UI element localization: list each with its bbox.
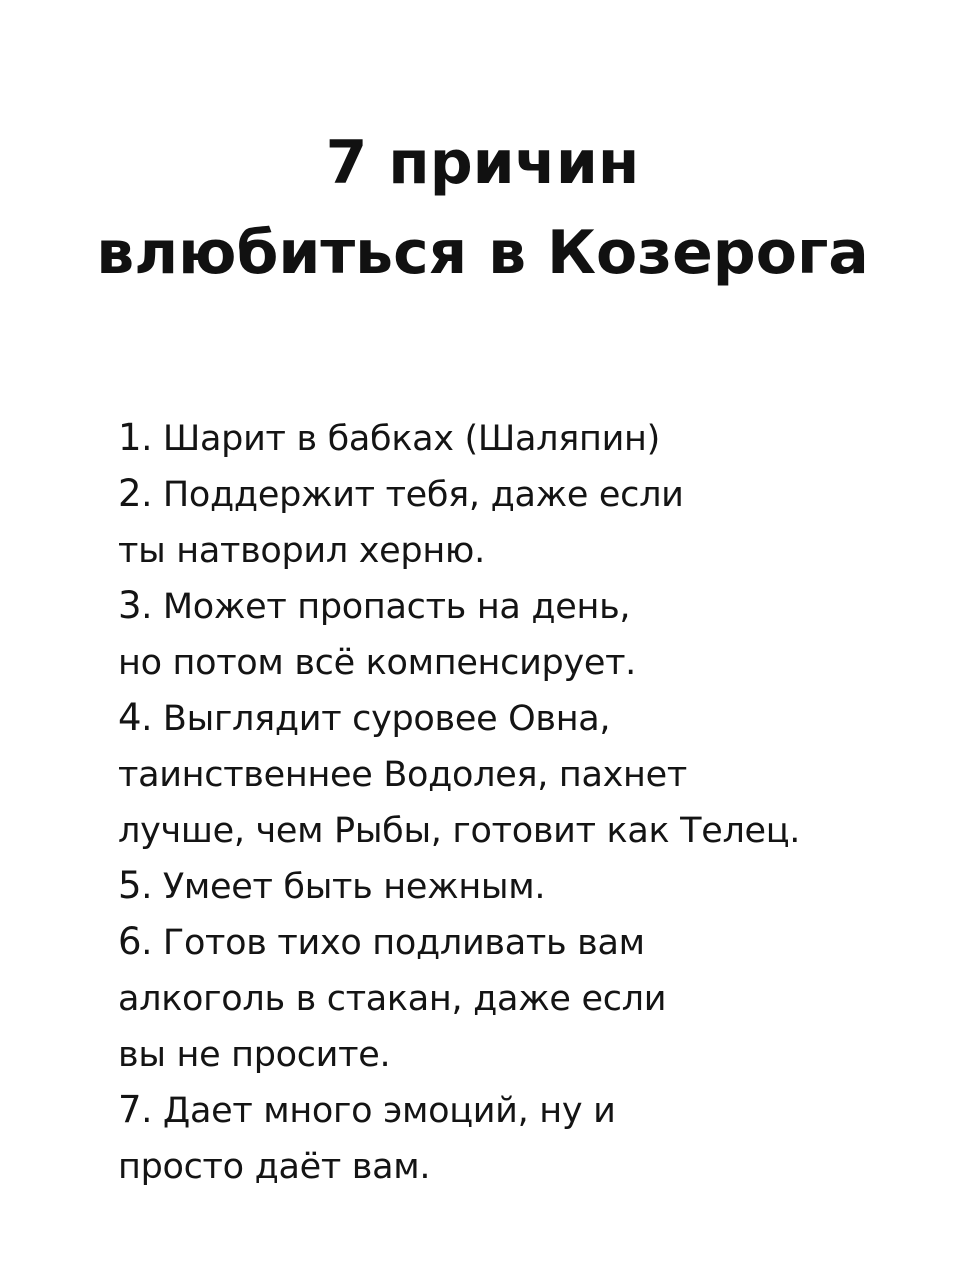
list-line: [118, 802, 918, 858]
item-number: 3: [118, 584, 142, 627]
item-number: 5: [118, 864, 142, 907]
list-line: [118, 1138, 918, 1194]
line-text: . Дает много эмоций, ну и: [141, 1091, 616, 1131]
line-text: лучше, чем Рыбы, готовит как Телец.: [118, 811, 801, 851]
line-text: . Шарит в бабках (Шаляпин): [141, 419, 660, 459]
list-line: [118, 1082, 918, 1138]
list-line: [118, 634, 918, 690]
item-number: 7: [118, 1088, 142, 1131]
line-text: . Готов тихо подливать вам: [141, 923, 645, 963]
list-line: [118, 1026, 918, 1082]
line-text: . Выглядит суровее Овна,: [141, 699, 611, 739]
title-line-2: влюбиться в Козерога: [96, 218, 869, 288]
list-line: [118, 522, 918, 578]
line-text: . Умеет быть нежным.: [141, 867, 546, 907]
line-text: просто даёт вам.: [118, 1147, 431, 1187]
list-line: [118, 970, 918, 1026]
list-line: [118, 466, 918, 522]
list-line: [118, 746, 918, 802]
line-text: . Поддержит тебя, даже если: [141, 475, 684, 515]
list-line: [118, 578, 918, 634]
line-text: ты натворил херню.: [118, 531, 485, 571]
line-text: но потом всё компенсирует.: [118, 643, 637, 683]
page-title: [0, 118, 965, 298]
item-number: 6: [118, 920, 142, 963]
line-text: таинственнее Водолея, пахнет: [118, 755, 687, 795]
list-line: [118, 690, 918, 746]
line-text: алкоголь в стакан, даже если: [118, 979, 667, 1019]
list-line: [118, 410, 918, 466]
item-number: 4: [118, 696, 142, 739]
list-line: [118, 914, 918, 970]
item-number: 2: [118, 472, 142, 515]
item-number: 1: [118, 416, 142, 459]
title-line-1: 7 причин: [325, 128, 640, 198]
line-text: вы не просите.: [118, 1035, 391, 1075]
line-text: . Может пропасть на день,: [141, 587, 631, 627]
reasons-list: [118, 410, 918, 1194]
list-line: [118, 858, 918, 914]
